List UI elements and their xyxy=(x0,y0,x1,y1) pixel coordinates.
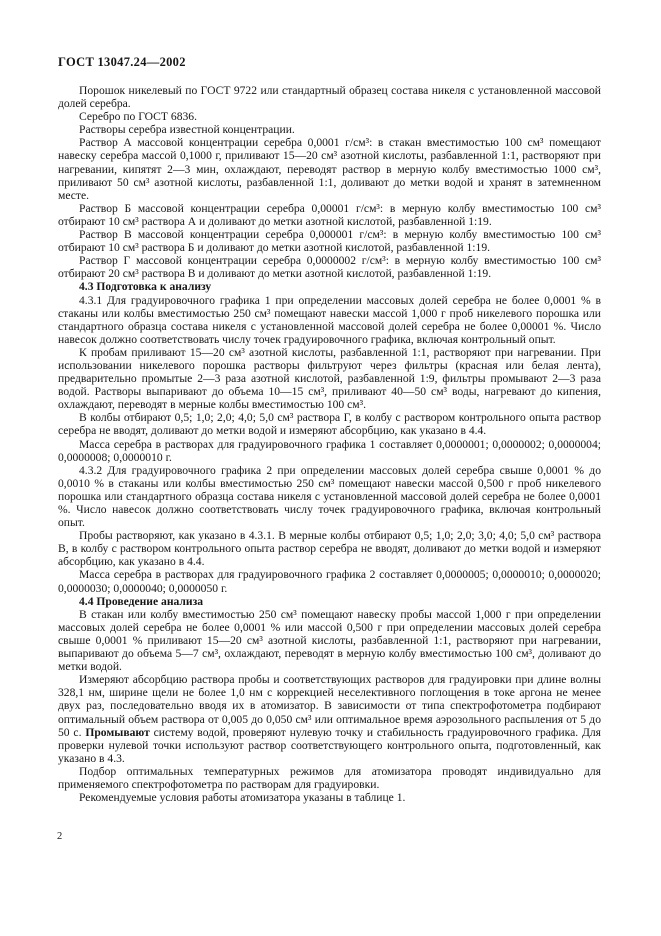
paragraph-flask-aliquots-2: Пробы растворяют, как указано в 4.3.1. В мерные колбы отбирают 0,5; 1,0; 2,0; 3,0; 4,0; 5,0 см³ раствора В, в колбу с раствором контрольного опыта раствор серебра не вводят, доливают до метки водой и измеряют абсорбцию, как указано в 4.4. xyxy=(58,529,601,569)
paragraph-text-before: Измеряют абсорбцию раствора пробы и соответствующих растворов для градуировки при длине волны 328,1 нм, ширине щели не более 1,0 нм с коррекцией неселективного поглощения в токе аргона не менее двух раз, последовательно вводя их в атомизатор. В зависимости от типа спектрофотометра подбирают оптимальный объем раствора от 0,005 до 0,050 см³ или оптимальное время аэрозольного распыления от 5 до 50 с. xyxy=(58,673,601,739)
paragraph-nickel-powder: Порошок никелевый по ГОСТ 9722 или стандартный образец состава никеля с установленной массовой долей серебра. xyxy=(58,84,601,111)
paragraph-text-after: систему водой, проверяют нулевую точку и стабильность градуировочного графика. Для проверки нулевой точки используют раствор соответствующего контрольного опыта, подготовленный, как указано в 4.3. xyxy=(58,725,602,765)
paragraph-solution-a: Раствор А массовой концентрации серебра 0,0001 г/см³: в стакан вместимостью 100 см³ помещают навеску серебра массой 0,1000 г, приливают 15—20 см³ азотной кислоты, разбавленной 1:1, растворяют при нагревании, кипятят 2—3 мин, охлаждают, переводят раствор в мерную колбу вместимостью 1000 см³, приливают 50 см³ азотной кислоты, разбавленной 1:1, доливают до метки водой и хранят в затемненном месте. xyxy=(58,136,601,202)
section-heading-4-4: 4.4 Проведение анализа xyxy=(79,594,204,608)
paragraph-silver-mass-graph-1: Масса серебра в растворах для градуировочного графика 1 составляет 0,0000001; 0,0000002; 0,0000004; 0,0000008; 0,0000010 г. xyxy=(58,437,601,464)
paragraph-absorption-measurement xyxy=(58,673,601,765)
document-body xyxy=(58,84,601,804)
page-number: 2 xyxy=(57,831,63,842)
paragraph-solution-v: Раствор В массовой концентрации серебра 0,000001 г/см³: в мерную колбу вместимостью 100 см³ отбирают 10 см³ раствора Б и доливают до метки азотной кислотой, разбавленной 1:19. xyxy=(58,228,601,255)
paragraph-solution-b: Раствор Б массовой концентрации серебра 0,00001 г/см³: в мерную колбу вместимостью 100 см³ отбирают 10 см³ раствора А и доливают до метки азотной кислотой, разбавленной 1:19. xyxy=(58,201,601,228)
paragraph-solution-g: Раствор Г массовой концентрации серебра 0,0000002 г/см³: в мерную колбу вместимостью 100 см³ отбирают 20 см³ раствора В и доливают до метки азотной кислотой, разбавленной 1:19. xyxy=(58,254,601,281)
paragraph-flask-aliquots-1: В колбы отбирают 0,5; 1,0; 2,0; 4,0; 5,0 см³ раствора Г, в колбу с раствором контрольного опыта раствор серебра не вводят, доливают до метки водой и измеряют абсорбцию, как указано в 4.4. xyxy=(58,411,601,438)
paragraph-recommended-conditions: Рекомендуемые условия работы атомизатора указаны в таблице 1. xyxy=(79,791,406,805)
paragraph-temperature-modes: Подбор оптимальных температурных режимов для атомизатора проводят индивидуально для применяемого спектрофотометра по растворам для градуировки. xyxy=(58,764,601,791)
document-standard-number: ГОСТ 13047.24—2002 xyxy=(58,55,186,69)
paragraph-4-3-1: 4.3.1 Для градуировочного графика 1 при определении массовых долей серебра не более 0,0001 % в стаканы или колбы вместимостью 250 см³ помещают навески массой 1,000 г проб никелевого порошка или стандартного образца состава никеля с установленной массовой долей серебра не более 0,00001 %. Число навесок должно соответствовать числу точек градуировочного графика, включая контрольный опыт. xyxy=(58,293,601,346)
paragraph-solutions-intro: Растворы серебра известной концентрации. xyxy=(79,123,295,137)
paragraph-silver-mass-graph-2: Масса серебра в растворах для градуировочного графика 2 составляет 0,0000005; 0,0000010; 0,0000020; 0,0000030; 0,0000040; 0,0000050 г. xyxy=(58,568,601,595)
section-heading-4-3: 4.3 Подготовка к анализу xyxy=(79,280,212,294)
paragraph-4-3-2: 4.3.2 Для градуировочного графика 2 при определении массовых долей серебра свыше 0,0001 % до 0,0010 % в стаканы или колбы вместимостью 250 см³ помещают навески массой 0,500 г проб никелевого порошка или стандартного образца состава никеля с установленной массовой долей серебра не более 0,0001 %. Число навесок должно соответствовать числу точек градуировочного графика, включая контрольный опыт. xyxy=(58,463,601,530)
paragraph-sample-dissolution: К пробам приливают 15—20 см³ азотной кислоты, разбавленной 1:1, растворяют при нагревании. При использовании никелевого порошка растворы фильтруют через фильтры (красная или белая лента), предварительно промытые 2—3 раза азотной кислотой, разбавленной 1:9, фильтры промывают 2—3 раза водой. Растворы выпаривают до объема 10—15 см³, приливают 40—50 см³ воды, нагревают до кипения, охлаждают, переводят в мерные колбы вместимостью 100 см³. xyxy=(58,345,601,412)
paragraph-analysis-procedure: В стакан или колбу вместимостью 250 см³ помещают навеску пробы массой 1,000 г при определении массовых долей серебра не более 0,0001 % или массой 0,500 г при определении массовых долей серебра свыше 0,0001 % приливают 15—20 см³ азотной кислоты, разбавленной 1:1, растворяют при нагревании, выпаривают до объема 5—7 см³, охлаждают, переводят в мерную колбу вместимостью 100 см³, доливают до метки водой. xyxy=(58,607,601,674)
bold-word: Промывают xyxy=(85,725,150,739)
paragraph-silver-gost: Серебро по ГОСТ 6836. xyxy=(79,110,197,124)
